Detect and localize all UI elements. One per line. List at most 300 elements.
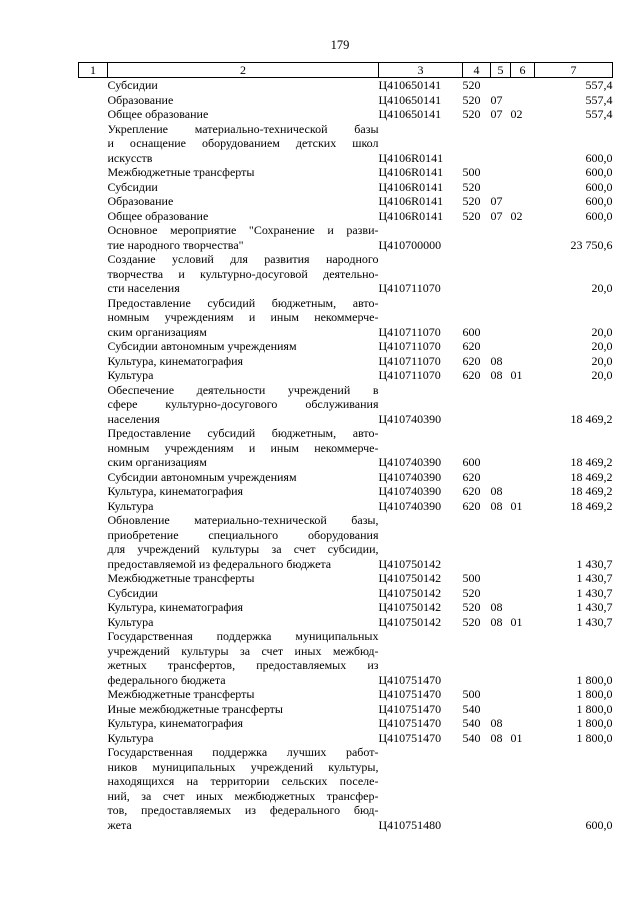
code-cell: Ц410650141 — [378, 107, 442, 121]
name-line: Культура, кинематография — [107, 353, 244, 368]
header-cell-5: 5 — [491, 63, 511, 78]
col6-cell: 01 — [510, 614, 523, 629]
col1-cell — [79, 252, 108, 296]
col4-cell: 540 — [462, 716, 481, 730]
col6-cell — [511, 426, 535, 470]
amount-cell: 600,0 — [585, 150, 613, 165]
amount-cell: 1 430,7 — [576, 614, 613, 629]
col1-cell — [79, 513, 108, 571]
col6-cell: 01 — [510, 368, 523, 382]
name-cell — [108, 687, 379, 702]
col1-cell — [79, 745, 108, 832]
name-cell — [108, 223, 379, 252]
amount-cell: 18 469,2 — [570, 455, 613, 469]
col6-cell — [511, 586, 535, 601]
col6-cell — [511, 165, 535, 180]
name-cell — [108, 209, 379, 224]
col6-cell — [511, 252, 535, 296]
name-cell — [108, 629, 379, 687]
table-row — [79, 339, 613, 354]
name-cell — [108, 470, 379, 485]
name-line: Общее образование — [107, 208, 209, 223]
name-line: Культура — [107, 614, 154, 629]
name-cell — [108, 368, 379, 383]
code-cell: Ц410750142 — [378, 600, 442, 614]
col1-cell — [79, 93, 108, 108]
col1-cell — [79, 716, 108, 731]
col5-cell — [491, 223, 511, 252]
col1-cell — [79, 209, 108, 224]
name-line: Государственная поддержка лучших работ- — [107, 745, 379, 759]
code-cell: Ц410751470 — [378, 701, 442, 716]
code-cell: Ц410740390 — [378, 498, 442, 513]
name-line: Обеспечение деятельности учреждений в — [107, 382, 379, 397]
name-line: творчества и культурно-досуговой деятельно- — [107, 266, 379, 281]
table-body — [79, 78, 613, 833]
name-cell — [108, 586, 379, 601]
col4-cell: 620 — [462, 368, 481, 382]
name-line: Субсидии автономным учреждениям — [107, 339, 297, 353]
col5-cell: 07 — [490, 208, 503, 223]
name-line: жетных трансфертов, предоставляемых из — [107, 658, 379, 672]
table-row — [79, 93, 613, 108]
name-cell — [108, 499, 379, 514]
table-row — [79, 687, 613, 702]
code-cell: Ц410711070 — [378, 324, 441, 339]
col1-cell — [79, 383, 108, 427]
name-cell — [108, 615, 379, 630]
header-cell-2: 2 — [108, 63, 379, 78]
name-line: сти населения — [107, 281, 180, 295]
col4-cell: 620 — [462, 339, 481, 353]
col5-cell — [491, 687, 511, 702]
name-cell — [108, 600, 379, 615]
table-row — [79, 615, 613, 630]
name-line: учреждений культуры за счет иных межбюд- — [107, 643, 379, 658]
col4-cell: 520 — [462, 600, 481, 614]
col4-cell: 620 — [462, 353, 481, 368]
name-line: Основное мероприятие "Сохранение и разви- — [107, 223, 379, 237]
name-cell — [108, 745, 379, 832]
col1-cell — [79, 470, 108, 485]
col5-cell: 07 — [490, 92, 503, 107]
name-line: Субсидии — [107, 179, 158, 194]
table-row — [79, 470, 613, 485]
amount-cell: 600,0 — [585, 208, 613, 223]
col4-cell: 520 — [462, 208, 481, 223]
code-cell: Ц410750142 — [378, 614, 442, 629]
name-line: Обновление материально-технической базы, — [107, 513, 379, 527]
col6-cell: 02 — [510, 208, 523, 223]
amount-cell: 557,4 — [585, 92, 613, 107]
col5-cell — [491, 586, 511, 601]
code-cell: Ц410751470 — [378, 672, 442, 687]
col4-cell — [463, 252, 491, 296]
col4-cell — [463, 745, 491, 832]
amount-cell: 18 469,2 — [570, 469, 613, 484]
code-cell: Ц4106R0141 — [378, 194, 444, 208]
col6-cell — [511, 470, 535, 485]
code-cell: Ц410751470 — [378, 687, 442, 701]
amount-cell: 557,4 — [585, 78, 613, 92]
amount-cell: 600,0 — [585, 817, 613, 832]
table-header-row — [79, 63, 613, 78]
col4-cell: 600 — [462, 455, 481, 469]
col5-cell — [491, 426, 511, 470]
name-cell — [108, 296, 379, 340]
col4-cell: 600 — [462, 324, 481, 339]
col4-cell — [463, 122, 491, 166]
name-line: Предоставление субсидий бюджетным, авто- — [107, 295, 379, 310]
amount-cell: 18 469,2 — [570, 484, 613, 498]
col1-cell — [79, 586, 108, 601]
amount-cell: 1 800,0 — [576, 701, 613, 716]
table-row — [79, 571, 613, 586]
table-row — [79, 484, 613, 499]
col1-cell — [79, 194, 108, 209]
col1-cell — [79, 499, 108, 514]
name-cell — [108, 426, 379, 470]
amount-cell: 1 430,7 — [576, 600, 613, 614]
col5-cell — [491, 339, 511, 354]
col6-cell — [511, 571, 535, 586]
table-row — [79, 513, 613, 571]
amount-cell: 600,0 — [585, 165, 613, 179]
col5-cell — [491, 165, 511, 180]
code-cell: Ц410740390 — [378, 455, 442, 469]
col6-cell — [511, 600, 535, 615]
name-line: предоставляемой из федерального бюджета — [107, 556, 332, 571]
name-line: ний, за счет иных межбюджетных трансфер- — [107, 788, 379, 803]
name-line: для учреждений культуры за счет субсидии, — [107, 542, 379, 556]
col4-cell — [463, 629, 491, 687]
name-cell — [108, 180, 379, 195]
name-line: сфере культурно-досугового обслуживания — [107, 397, 379, 411]
col5-cell — [491, 571, 511, 586]
col6-cell — [511, 78, 535, 93]
code-cell: Ц4106R0141 — [378, 179, 444, 194]
col5-cell — [491, 702, 511, 717]
col5-cell: 08 — [490, 614, 503, 629]
col4-cell: 540 — [462, 730, 481, 745]
name-line: Межбюджетные трансферты — [107, 687, 255, 701]
name-cell — [108, 107, 379, 122]
col4-cell: 520 — [462, 194, 481, 208]
col5-cell: 08 — [490, 600, 503, 614]
name-line: Укрепление материально-технической базы — [107, 121, 379, 136]
code-cell: Ц410750142 — [378, 571, 442, 585]
table-row — [79, 209, 613, 224]
col1-cell — [79, 615, 108, 630]
col6-cell — [511, 484, 535, 499]
code-cell: Ц410650141 — [378, 78, 442, 92]
name-line: Иные межбюджетные трансферты — [107, 701, 283, 716]
code-cell: Ц410711070 — [378, 339, 441, 353]
amount-cell: 1 800,0 — [576, 716, 613, 730]
col5-cell: 08 — [490, 498, 503, 513]
page-number: 179 — [330, 38, 350, 52]
col1-cell — [79, 687, 108, 702]
table-row — [79, 745, 613, 832]
name-cell — [108, 122, 379, 166]
amount-cell: 1 430,7 — [576, 571, 613, 585]
col5-cell — [491, 470, 511, 485]
code-cell: Ц410711070 — [378, 368, 441, 382]
col4-cell — [463, 513, 491, 571]
table-row — [79, 499, 613, 514]
col5-cell: 07 — [490, 194, 503, 208]
col6-cell — [511, 194, 535, 209]
amount-cell: 20,0 — [591, 339, 613, 353]
name-line: ским организациям — [107, 324, 207, 339]
name-cell — [108, 513, 379, 571]
col5-cell: 08 — [490, 368, 503, 382]
amount-cell: 20,0 — [591, 368, 613, 382]
name-line: населения — [107, 411, 160, 426]
name-line: Культура, кинематография — [107, 716, 244, 730]
col1-cell — [79, 78, 108, 93]
name-line: тие народного творчества" — [107, 237, 244, 252]
col1-cell — [79, 107, 108, 122]
name-line: ников муниципальных учреждений культуры, — [107, 759, 379, 774]
name-line: Культура — [107, 730, 154, 745]
table-row — [79, 600, 613, 615]
amount-cell: 20,0 — [591, 281, 613, 295]
table-row — [79, 165, 613, 180]
col4-cell: 620 — [462, 498, 481, 513]
name-line: Общее образование — [107, 107, 209, 121]
col6-cell — [511, 687, 535, 702]
header-cell-6: 6 — [511, 63, 535, 78]
col4-cell: 520 — [462, 585, 481, 600]
name-cell — [108, 93, 379, 108]
header-cell-1: 1 — [79, 63, 108, 78]
col5-cell — [491, 629, 511, 687]
amount-cell: 557,4 — [585, 107, 613, 121]
table-row — [79, 716, 613, 731]
col4-cell: 620 — [462, 469, 481, 484]
table-row — [79, 252, 613, 296]
col5-cell: 08 — [490, 716, 503, 730]
name-cell — [108, 716, 379, 731]
code-cell: Ц410740390 — [378, 469, 442, 484]
table-row — [79, 223, 613, 252]
code-cell: Ц410740390 — [378, 484, 442, 498]
name-cell — [108, 702, 379, 717]
col5-cell — [491, 180, 511, 195]
name-cell — [108, 165, 379, 180]
col1-cell — [79, 339, 108, 354]
col5-cell: 08 — [490, 353, 503, 368]
col6-cell — [511, 354, 535, 369]
name-cell — [108, 339, 379, 354]
amount-cell: 23 750,6 — [570, 237, 613, 252]
col4-cell: 520 — [462, 92, 481, 107]
code-cell: Ц410711070 — [378, 281, 441, 295]
table-row — [79, 702, 613, 717]
name-line: Образование — [107, 194, 174, 208]
col6-cell: 02 — [510, 107, 523, 121]
name-line: Культура, кинематография — [107, 484, 244, 498]
name-line: Образование — [107, 92, 174, 107]
table-row — [79, 180, 613, 195]
code-cell: Ц4106R0141 — [378, 150, 444, 165]
code-cell: Ц4106R0141 — [378, 165, 444, 179]
col5-cell: 07 — [490, 107, 503, 121]
table-row — [79, 586, 613, 601]
name-line: Межбюджетные трансферты — [107, 165, 255, 179]
col6-cell — [511, 629, 535, 687]
table-row — [79, 78, 613, 93]
table-row — [79, 354, 613, 369]
amount-cell: 1 800,0 — [576, 672, 613, 687]
col5-cell — [491, 513, 511, 571]
name-cell — [108, 571, 379, 586]
table-row — [79, 731, 613, 746]
col6-cell: 01 — [510, 730, 523, 745]
amount-cell: 1 430,7 — [576, 585, 613, 600]
col6-cell — [511, 702, 535, 717]
col4-cell: 500 — [462, 165, 481, 179]
name-line: Культура — [107, 368, 154, 382]
name-cell — [108, 731, 379, 746]
code-cell: Ц410751470 — [378, 716, 442, 730]
col1-cell — [79, 426, 108, 470]
code-cell: Ц410750142 — [378, 585, 442, 600]
col1-cell — [79, 296, 108, 340]
code-cell: Ц410751470 — [378, 730, 442, 745]
col6-cell — [511, 122, 535, 166]
name-line: Субсидии — [107, 78, 158, 92]
col4-cell: 540 — [462, 701, 481, 716]
code-cell: Ц410650141 — [378, 92, 442, 107]
code-cell: Ц410711070 — [378, 353, 441, 368]
header-cell-4: 4 — [463, 63, 491, 78]
table-row — [79, 368, 613, 383]
name-line: номным учреждениям и иным некоммерче- — [107, 440, 379, 455]
table-row — [79, 107, 613, 122]
col1-cell — [79, 571, 108, 586]
code-cell: Ц410700000 — [378, 237, 442, 252]
amount-cell: 600,0 — [585, 194, 613, 208]
table-row — [79, 194, 613, 209]
col6-cell — [511, 339, 535, 354]
col4-cell: 520 — [462, 107, 481, 121]
name-cell — [108, 383, 379, 427]
col4-cell: 520 — [462, 78, 481, 92]
col1-cell — [79, 354, 108, 369]
name-line: тов, предоставляемых из федерального бюд- — [107, 803, 379, 817]
col6-cell — [511, 745, 535, 832]
col1-cell — [79, 484, 108, 499]
name-cell — [108, 252, 379, 296]
amount-cell: 1 800,0 — [576, 730, 613, 745]
table-row — [79, 629, 613, 687]
name-line: жета — [107, 817, 132, 832]
col5-cell — [491, 122, 511, 166]
col6-cell: 01 — [510, 498, 523, 513]
name-line: Государственная поддержка муниципальных — [107, 629, 379, 643]
col4-cell: 520 — [462, 179, 481, 194]
header-cell-3: 3 — [379, 63, 463, 78]
col6-cell — [511, 716, 535, 731]
col5-cell — [491, 383, 511, 427]
col4-cell: 500 — [462, 687, 481, 701]
code-cell: Ц410750142 — [378, 556, 442, 571]
name-line: Субсидии автономным учреждениям — [107, 469, 297, 484]
col4-cell: 500 — [462, 571, 481, 585]
col6-cell — [511, 223, 535, 252]
name-line: находящихся на территории сельских поселе- — [107, 774, 379, 788]
col5-cell — [491, 252, 511, 296]
amount-cell: 600,0 — [585, 179, 613, 194]
col5-cell: 08 — [490, 730, 503, 745]
table-row — [79, 426, 613, 470]
col1-cell — [79, 731, 108, 746]
code-cell: Ц410740390 — [378, 411, 442, 426]
col1-cell — [79, 180, 108, 195]
col5-cell — [491, 78, 511, 93]
budget-table — [78, 62, 613, 832]
name-line: Субсидии — [107, 585, 158, 600]
col1-cell — [79, 600, 108, 615]
amount-cell: 20,0 — [591, 324, 613, 339]
table-row — [79, 296, 613, 340]
col6-cell — [511, 383, 535, 427]
name-cell — [108, 78, 379, 93]
col5-cell: 08 — [490, 484, 503, 498]
name-cell — [108, 354, 379, 369]
col4-cell: 620 — [462, 484, 481, 498]
col6-cell — [511, 93, 535, 108]
amount-cell: 1 800,0 — [576, 687, 613, 701]
amount-cell: 20,0 — [591, 353, 613, 368]
name-cell — [108, 194, 379, 209]
name-line: Межбюджетные трансферты — [107, 571, 255, 585]
col4-cell: 520 — [462, 614, 481, 629]
name-line: Культура, кинематография — [107, 600, 244, 614]
name-line: Создание условий для развития народного — [107, 252, 379, 266]
col1-cell — [79, 165, 108, 180]
table-row — [79, 383, 613, 427]
name-line: федерального бюджета — [107, 672, 226, 687]
col1-cell — [79, 223, 108, 252]
col1-cell — [79, 122, 108, 166]
amount-cell: 18 469,2 — [570, 498, 613, 513]
amount-cell: 1 430,7 — [576, 556, 613, 571]
code-cell: Ц410751480 — [378, 817, 442, 832]
name-line: ским организациям — [107, 455, 207, 469]
table-row — [79, 122, 613, 166]
name-line: Предоставление субсидий бюджетным, авто- — [107, 426, 379, 440]
code-cell: Ц4106R0141 — [378, 208, 444, 223]
col5-cell — [491, 745, 511, 832]
name-line: номным учреждениям и иным некоммерче- — [107, 310, 379, 324]
name-line: искусств — [107, 150, 153, 165]
col4-cell — [463, 383, 491, 427]
name-line: и оснащение оборудованием детских школ — [107, 136, 379, 150]
col1-cell — [79, 702, 108, 717]
col1-cell — [79, 368, 108, 383]
col4-cell — [463, 223, 491, 252]
col5-cell — [491, 296, 511, 340]
header-cell-7: 7 — [535, 63, 613, 78]
amount-cell: 18 469,2 — [570, 411, 613, 426]
col6-cell — [511, 180, 535, 195]
name-cell — [108, 484, 379, 499]
name-line: приобретение специального оборудования — [107, 527, 379, 542]
col1-cell — [79, 629, 108, 687]
